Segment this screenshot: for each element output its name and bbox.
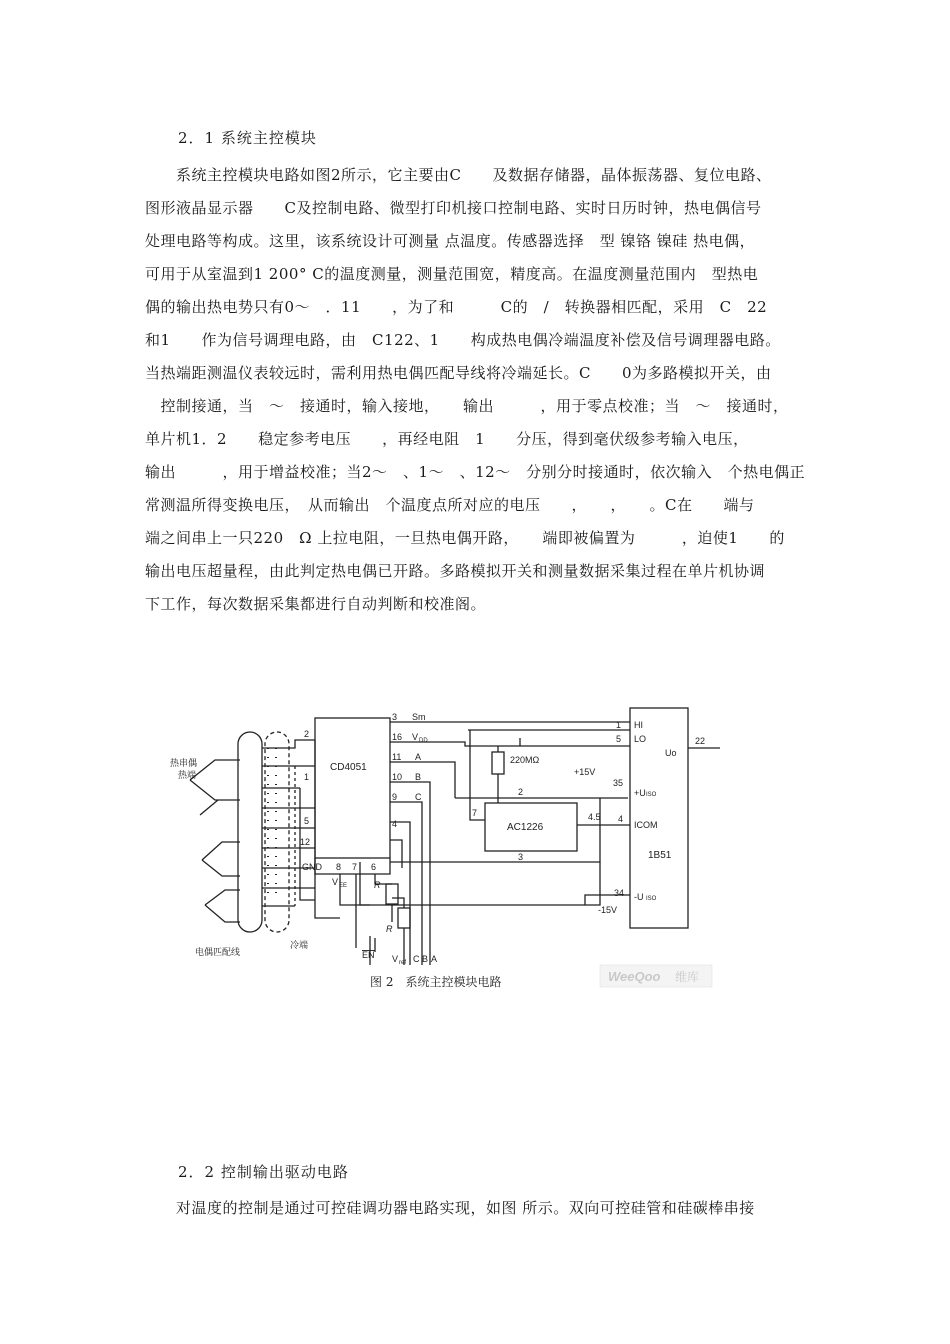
paragraph-line: 和1 作为信号调理电路，由 C122、1 构成热电偶冷端温度补偿及信号调理器电路。 — [145, 331, 781, 349]
thermocouple-probe — [200, 800, 218, 815]
watermark-sub: 维库 — [675, 970, 700, 984]
paragraph-line: 当热端距测温仪表较远时，需利用热电偶匹配导线将冷端延长。C 0为多路模拟开关，由 — [145, 364, 772, 382]
section-paragraph-2-2 — [145, 1192, 810, 1225]
pin-7-bottom: 7 — [352, 862, 358, 872]
pin-11: 11 — [392, 752, 402, 762]
paragraph-line: 对温度的控制是通过可控硅调功器电路实现，如图 所示。双向可控硅管和硅碳棒串接 — [145, 1199, 755, 1217]
thermocouple-probe — [205, 905, 240, 922]
label-plus15v: +15V — [574, 767, 596, 777]
paragraph-line: 下工作，每次数据采集都进行自动判断和校准阁。 — [145, 595, 487, 613]
pin-ac1226-7: 7 — [472, 808, 478, 818]
label-220m: 220MΩ — [510, 755, 540, 765]
pin-ac1226-45: 4.5 — [588, 812, 601, 822]
pin-5-left: 5 — [304, 816, 310, 826]
label-r1: R — [374, 880, 381, 890]
cold-end-boundary — [265, 732, 289, 932]
resistor-r2 — [398, 908, 410, 928]
label-b: B — [415, 772, 422, 782]
pin-9: 9 — [392, 792, 398, 802]
figure-caption: 图 2 系统主控模块电路 — [370, 975, 502, 989]
label-vee: V — [332, 877, 339, 887]
pin-1b51-35: 35 — [613, 778, 624, 788]
thermocouple-probe — [202, 860, 240, 876]
label-minus15v: -15V — [598, 905, 618, 915]
label-a: A — [415, 752, 422, 762]
label-vref: V — [392, 954, 399, 964]
paragraph-line: 端之间串上一只220 Ω 上拉电阻，一旦热电偶开路， 端即被偏置为 ，迫使1 的 — [145, 529, 785, 547]
paragraph-line: 常测温所得变换电压， 从而输出 个温度点所对应的电压 ， ， 。C在 端与 — [145, 496, 755, 514]
paragraph-line: 图形液晶显示器 C及控制电路、微型打印机接口控制电路、实时日历时钟，热电偶信号 — [145, 199, 762, 217]
label-c: C — [415, 792, 422, 802]
label-hot-end: 热串偶 — [170, 758, 198, 768]
label-sm: Sm — [412, 712, 426, 722]
pin-4: 4 — [392, 819, 398, 829]
pin-ac1226-2: 2 — [518, 787, 524, 797]
pin-6: 6 — [371, 862, 377, 872]
paragraph-line: 可用于从室温到1 200° C的温度测量，测量范围宽，精度高。在温度测量范围内 型热电 — [145, 265, 759, 283]
pin-12-left: 12 — [300, 837, 311, 847]
pin-1b51-5: 5 — [616, 734, 622, 744]
thermocouple-probe — [190, 760, 240, 780]
label-hi: HI — [634, 720, 643, 730]
section-heading-2-2: 2．2 控制输出驱动电路 — [178, 1163, 349, 1181]
watermark-text: WeeQoo — [608, 969, 661, 984]
paragraph-line: 系统主控模块电路如图2所示，它主要由C 及数据存储器，晶体振荡器、复位电路、 — [145, 166, 772, 184]
pin-2-left: 2 — [304, 729, 310, 739]
label-r2: R — [386, 924, 393, 934]
circuit-figure — [160, 700, 740, 995]
label-cold-end: 冷端 — [290, 940, 309, 950]
label-vref-sub: ref — [399, 960, 407, 966]
label-uiso-minus: -U — [634, 892, 644, 902]
section-paragraph-2-1 — [145, 159, 810, 621]
pin-1b51-4: 4 — [618, 814, 624, 824]
pin-3: 3 — [392, 712, 398, 722]
matched-cable-shield — [238, 732, 262, 932]
label-lo: LO — [634, 734, 647, 744]
pin-ac1226-3: 3 — [518, 852, 524, 862]
paragraph-line: 输出 ，用于增益校准；当2～ 、1～ 、12～ 分别分时接通时，依次输入 个热电偶正 — [145, 463, 806, 481]
pin-1b51-22: 22 — [695, 736, 706, 746]
pin-1b51-34: 34 — [614, 888, 625, 898]
cd4051-chip — [315, 718, 390, 858]
label-bottom-a: A — [431, 954, 438, 964]
resistor-220m — [492, 752, 504, 774]
pin-1-left: 1 — [304, 772, 310, 782]
label-cd4051: CD4051 — [330, 762, 367, 773]
pin-8: 8 — [336, 862, 342, 872]
label-uiso-plus: +U — [634, 788, 646, 798]
pin-10: 10 — [392, 772, 403, 782]
pin-1b51-1: 1 — [616, 720, 622, 730]
label-bottom-b: B — [422, 954, 429, 964]
label-vdd-sub: DD — [419, 738, 428, 744]
pin-16: 16 — [392, 732, 403, 742]
paragraph-line: 偶的输出热电势只有0～ ．11 ，为了和 C的 / 转换器相匹配，采用 C 22 — [145, 298, 768, 316]
label-uiso-plus-sub: ISO — [646, 792, 657, 798]
label-matched-cable: 电偶匹配线 — [195, 947, 241, 957]
resistor-r1 — [386, 884, 398, 904]
label-1b51: 1B51 — [648, 850, 672, 861]
label-icom: ICOM — [634, 820, 658, 830]
label-uo: Uo — [665, 748, 677, 758]
thermocouple-probe — [202, 842, 240, 860]
paragraph-line: 处理电路等构成。这里，该系统设计可测量 点温度。传感器选择 型 镍铬 镍硅 热电偶， — [145, 232, 756, 250]
paragraph-line: 控制接通，当 ～ 接通时，输入接地， 输出 ，用于零点校准；当 ～ 接通时， — [145, 397, 789, 415]
thermocouple-probe — [190, 780, 240, 800]
label-ac1226: AC1226 — [507, 822, 544, 833]
label-hot-end-2: 热端 — [178, 770, 197, 780]
label-vee-sub: EE — [339, 883, 348, 889]
label-bottom-c: C — [413, 954, 420, 964]
section-heading-2-1: 2．1 系统主控模块 — [178, 129, 317, 147]
thermocouple-probe — [205, 890, 240, 905]
label-uiso-minus-sub: ISO — [646, 896, 657, 902]
circuit-diagram — [160, 700, 740, 995]
paragraph-line: 输出电压超量程，由此判定热电偶已开路。多路模拟开关和测量数据采集过程在单片机协调 — [145, 562, 766, 580]
paragraph-line: 单片机1．2 稳定参考电压 ，再经电阻 1 分压，得到毫伏级参考输入电压， — [145, 430, 749, 448]
label-vdd: V — [412, 732, 419, 742]
label-en: EN — [362, 950, 375, 960]
label-gnd: GND — [302, 862, 322, 872]
